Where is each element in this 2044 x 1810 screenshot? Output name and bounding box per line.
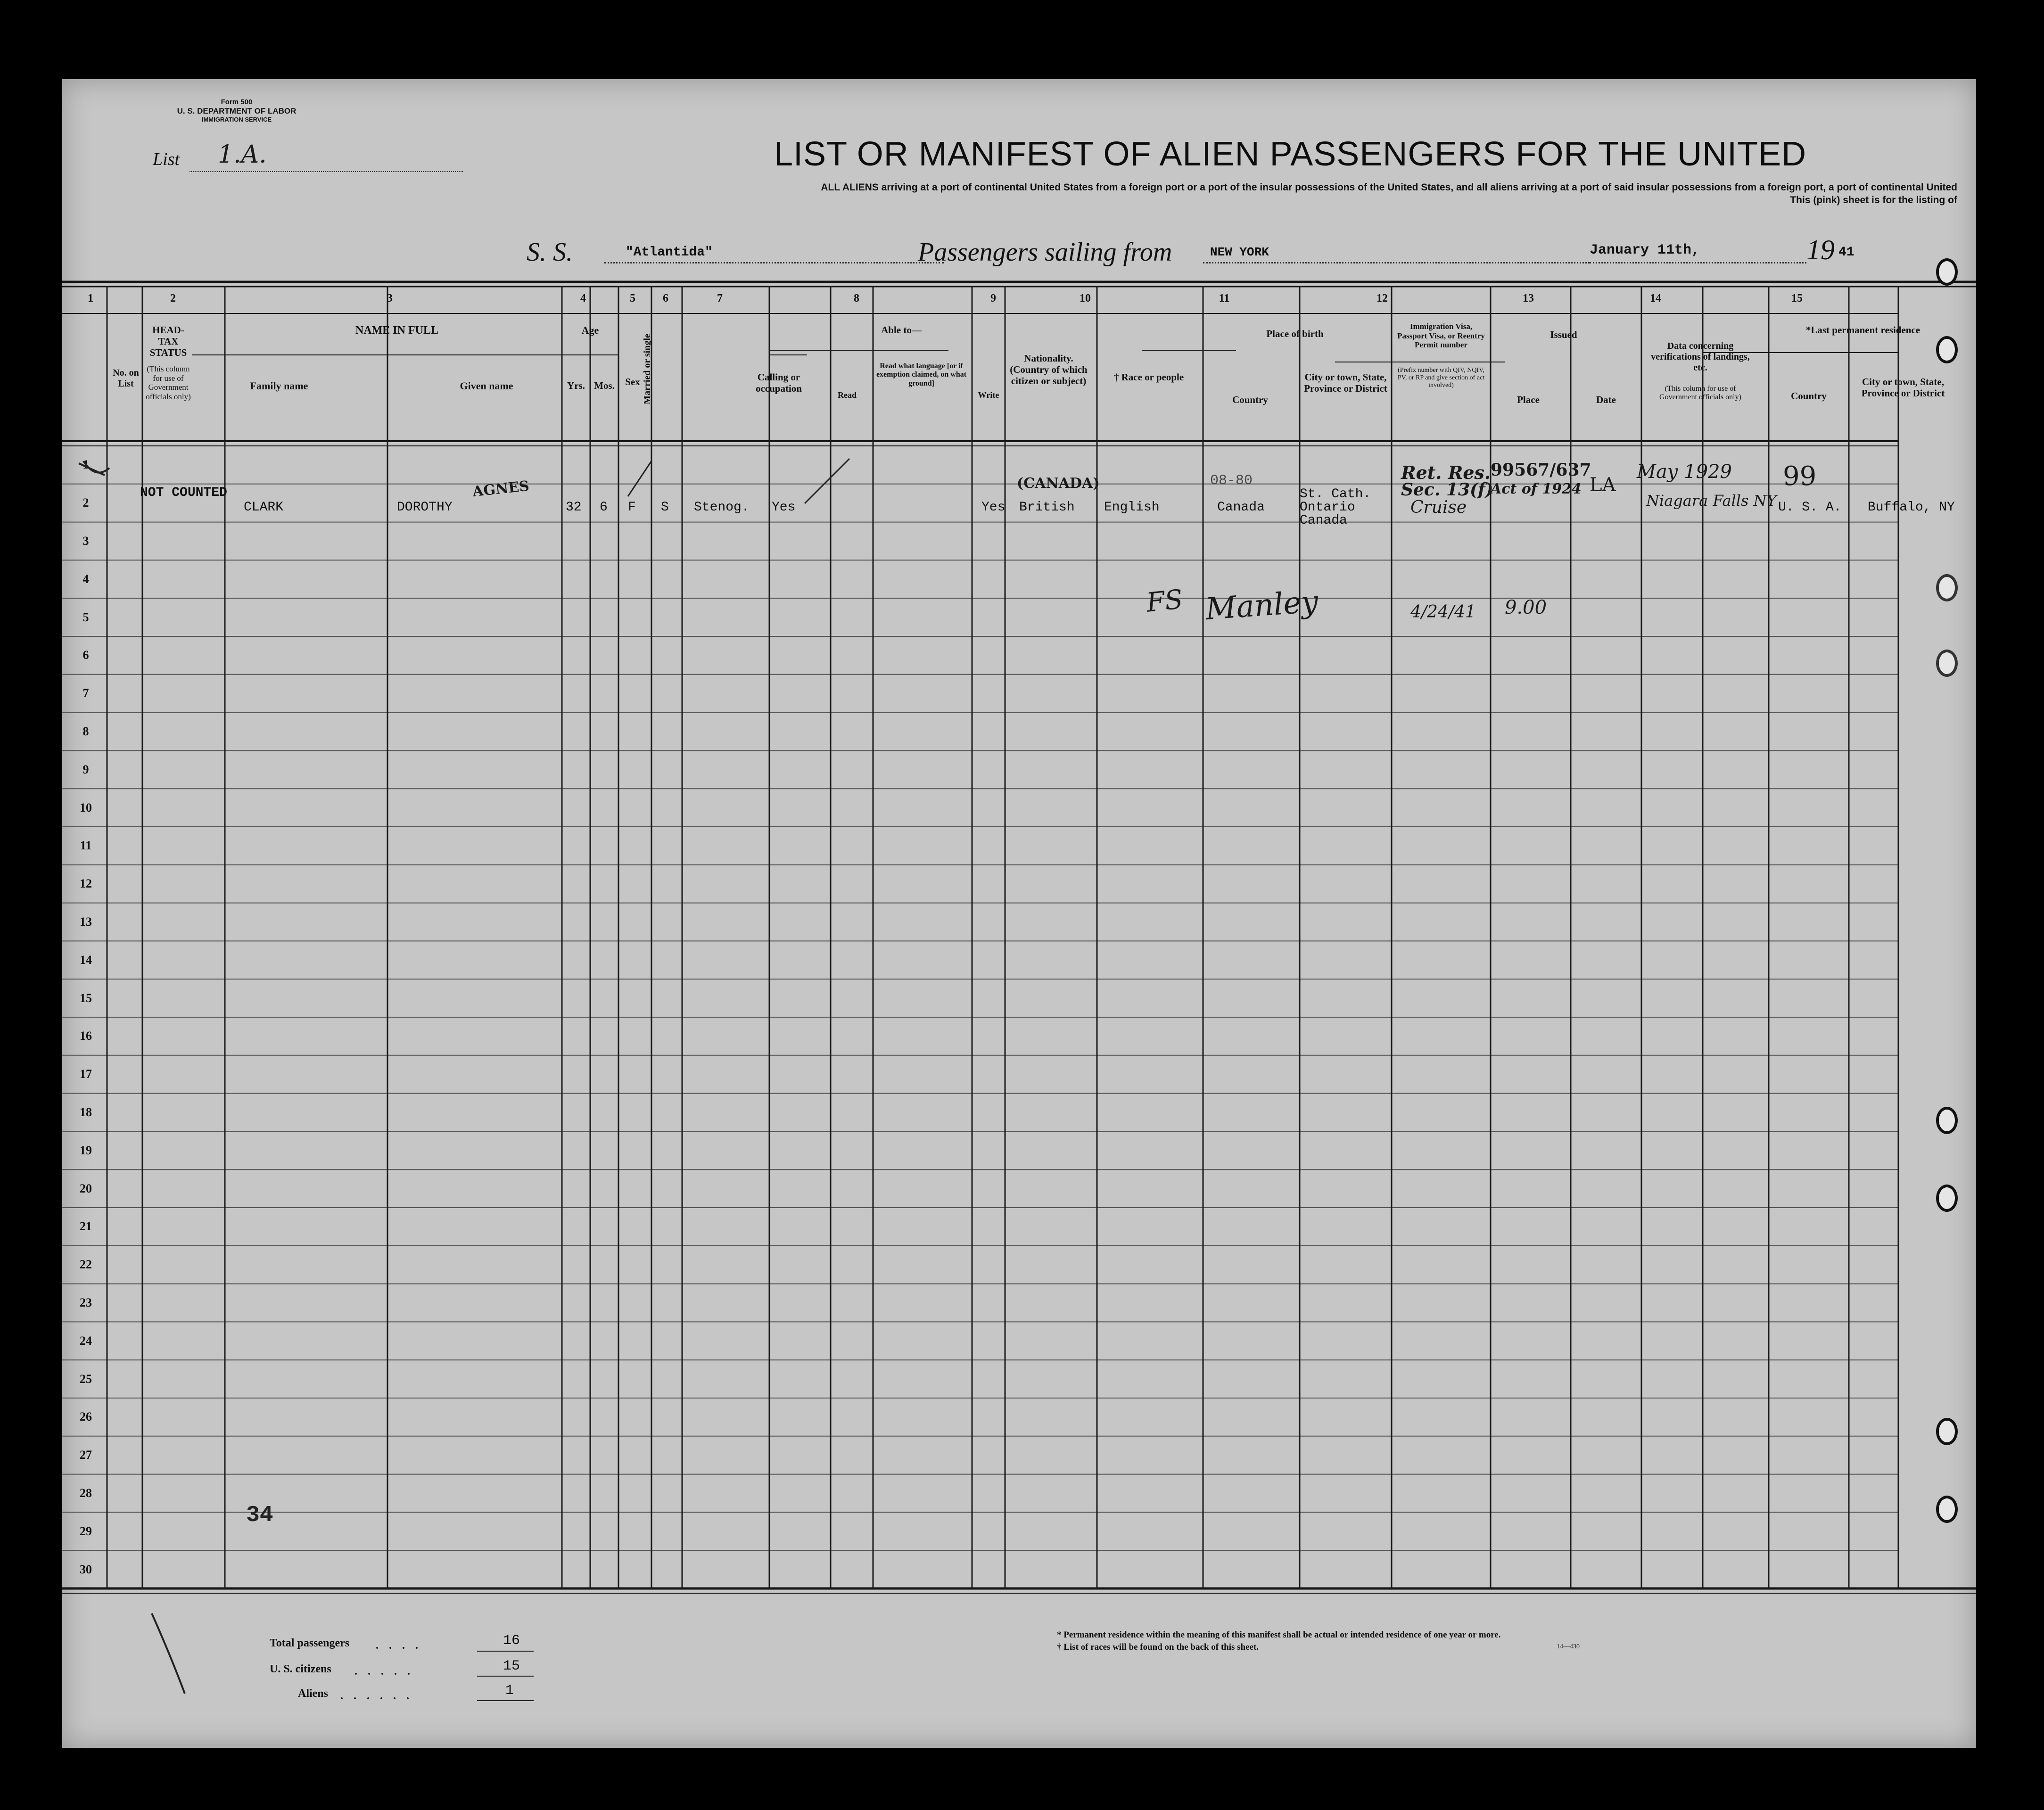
binder-hole: [1936, 574, 1958, 601]
list-label: List: [153, 149, 180, 169]
row-number: 1: [82, 458, 89, 472]
intro-text-2: This (pink) sheet is for the listing of: [1790, 195, 1957, 206]
form-code: 14—430: [1557, 1643, 1580, 1650]
col-num-4: 4: [580, 292, 586, 304]
row-number: 27: [80, 1448, 92, 1462]
year-prefix: 19: [1806, 234, 1835, 265]
binder-hole: [1936, 1107, 1958, 1134]
entry-visa-3: Cruise: [1410, 498, 1467, 517]
col-num-1: 1: [88, 292, 93, 304]
row-number: 24: [80, 1333, 92, 1348]
aliens-label: Aliens: [298, 1687, 329, 1700]
hdr-head-tax: HEAD-TAX STATUS: [149, 324, 187, 359]
ship-name: "Atlantida": [626, 245, 713, 260]
row-number: 19: [80, 1143, 92, 1157]
col-num-12: 12: [1376, 292, 1388, 304]
row-number: 25: [80, 1372, 92, 1386]
entry-marital: S: [661, 500, 669, 515]
binder-hole: [1936, 650, 1958, 677]
hdr-nationality: Nationality. (Country of which citizen or subject): [1010, 353, 1088, 387]
entry-sex: F: [628, 500, 636, 515]
row-number: 3: [82, 534, 89, 548]
sailing-date: January 11th,: [1590, 242, 1700, 258]
department-name: U. S. DEPARTMENT OF LABOR: [177, 107, 297, 115]
row-number: 6: [82, 648, 89, 662]
hdr-age-mos: Mos.: [594, 380, 615, 391]
entry-residence-country: U. S. A.: [1778, 500, 1842, 515]
us-citizens-value: 15: [503, 1658, 520, 1674]
row-number: 26: [80, 1410, 92, 1424]
col-num-13: 13: [1523, 292, 1534, 304]
entry-age-years: 32: [566, 500, 582, 515]
row-number: 15: [80, 991, 92, 1005]
us-citizens-label: U. S. citizens: [270, 1663, 331, 1675]
row-number: 28: [80, 1486, 92, 1500]
hdr-calling: Calling or occupation: [755, 371, 802, 395]
hdr-name-in-full: NAME IN FULL: [355, 324, 438, 337]
entry-race: English: [1104, 500, 1160, 515]
list-number: 1.A.: [218, 140, 267, 169]
col-num-2: 2: [170, 292, 176, 304]
row-number: 29: [80, 1524, 92, 1538]
binder-hole: [1936, 258, 1958, 286]
read-check-mark: [802, 454, 854, 508]
sailing-label: Passengers sailing from: [918, 238, 1172, 267]
hdr-read: Read: [838, 390, 857, 400]
entry-family-name: CLARK: [244, 500, 284, 515]
row-number: 10: [80, 800, 92, 814]
entry-verification-place: Niagara Falls NY: [1646, 492, 1777, 510]
service-name: IMMIGRATION SERVICE: [201, 116, 272, 123]
binder-hole: [1936, 1418, 1958, 1445]
hdr-visa-note: (Prefix number with QIV, NQIV, PV, or RP and give section of act involved): [1397, 367, 1485, 389]
binder-hole: [1936, 336, 1958, 363]
row-number: 16: [80, 1029, 92, 1043]
entry-age-months: 6: [600, 500, 608, 515]
row-number: 5: [82, 610, 89, 624]
hdr-given-name: Given name: [460, 380, 513, 392]
row-number: 21: [80, 1219, 92, 1234]
col-num-3: 3: [387, 292, 393, 304]
intro-text: ALL ALIENS arriving at a port of continental United States from a foreign port or a port of the insular possessions of the United States, and all aliens arriving at a port of said insular possessions from a foreign port, a port of continental United: [821, 182, 1957, 193]
row-number: 12: [80, 877, 92, 891]
row-number: 4: [82, 572, 89, 586]
entry-verification-date: May 1929: [1637, 461, 1732, 483]
hdr-married: Married or single: [642, 334, 652, 404]
hdr-age-yrs: Yrs.: [567, 380, 585, 391]
total-underlines: [477, 1625, 543, 1710]
hdr-verifications: Data concerning verifications of landings, etc.: [1651, 341, 1750, 373]
entry-given-name-added: AGNES: [471, 477, 530, 501]
row-number: 20: [80, 1181, 92, 1195]
handwritten-signature: Manley: [1204, 584, 1319, 627]
form-number: Form 500: [221, 98, 253, 106]
binder-hole: [1936, 1185, 1958, 1212]
pencil-stroke: [147, 1609, 204, 1703]
head-tax-stamp: NOT COUNTED: [140, 485, 227, 500]
col-num-6: 6: [663, 292, 668, 304]
row-number: 9: [82, 762, 89, 776]
hdr-place-of-birth: Place of birth: [1266, 328, 1324, 339]
binder-hole: [1936, 1496, 1958, 1523]
manifest-sheet: [62, 79, 1976, 1748]
hdr-no-on-list: No. on List: [113, 368, 139, 389]
ss-label: S. S.: [527, 238, 573, 267]
hdr-write: Write: [978, 390, 999, 400]
stamp-number: 34: [246, 1503, 273, 1528]
entry-read: Yes: [772, 500, 796, 515]
entry-hand-fee: 9.00: [1505, 597, 1547, 618]
dots-1: . . . .: [376, 1639, 422, 1652]
hdr-issued-date: Date: [1596, 394, 1616, 405]
col-num-7: 7: [717, 292, 723, 304]
hdr-age: Age: [581, 324, 599, 336]
year-suffix: 41: [1838, 245, 1854, 260]
entry-residence-mark: 99: [1783, 461, 1817, 492]
entry-verification-code: LA: [1590, 474, 1616, 496]
col-num-15: 15: [1791, 292, 1803, 304]
entry-birth-city-3: Canada: [1300, 513, 1347, 528]
entry-visa-2: Sec. 13(f): [1401, 480, 1493, 500]
hdr-family-name: Family name: [250, 380, 308, 392]
hdr-birth-country: Country: [1232, 394, 1268, 405]
row-number: 17: [80, 1067, 92, 1081]
row-marker: [76, 459, 109, 477]
entry-issued-number: 99567/637: [1491, 460, 1591, 480]
hdr-head-tax-note: (This column for use of Government officials only): [146, 364, 191, 401]
hdr-verifications-note: (This column for use of Government officials only): [1659, 385, 1741, 402]
entry-nationality-note: (CANADA): [1017, 475, 1100, 492]
col-num-11: 11: [1219, 292, 1230, 304]
hdr-last-residence: *Last permanent residence: [1805, 324, 1920, 336]
spacer: [684, 456, 713, 485]
row-number: 7: [82, 686, 89, 700]
row-number: 30: [80, 1562, 92, 1576]
row-number: 14: [80, 953, 92, 967]
entry-given-name: DOROTHY: [397, 500, 453, 515]
hdr-read-language: Read what language [or if exemption claimed, on what ground]: [876, 362, 967, 387]
col-num-5: 5: [630, 292, 635, 304]
entry-issued-act: Act of 1924: [1491, 481, 1582, 497]
hdr-able-to: Able to—: [881, 324, 922, 336]
hdr-issued: Issued: [1550, 329, 1577, 340]
hdr-visa: Immigration Visa, Passport Visa, or Reentry Permit number: [1397, 322, 1485, 350]
row-number: 2: [82, 496, 89, 510]
entry-write: Yes: [981, 500, 1006, 515]
row-number: 23: [80, 1296, 92, 1309]
entry-visa-1: Ret. Res.: [1401, 462, 1491, 483]
entry-birth-city-2: Ontario: [1300, 500, 1355, 515]
row-number: 22: [80, 1258, 92, 1272]
hdr-sex: Sex: [625, 376, 640, 387]
row-number: 8: [82, 724, 89, 738]
dots-2: . . . . .: [354, 1665, 414, 1678]
hdr-birth-city: City or town, State, Province or District: [1304, 371, 1387, 395]
hdr-issued-place: Place: [1517, 394, 1540, 405]
footnote-race-list: † List of races will be found on the back of this sheet.: [1057, 1642, 1259, 1652]
entry-birth-country: Canada: [1217, 500, 1265, 515]
entry-hand-date: 4/24/41: [1410, 602, 1476, 622]
check-mark: [623, 456, 661, 501]
entry-nationality: British: [1019, 500, 1075, 515]
footnote-permanent-residence: * Permanent residence within the meaning of this manifest shall be actual or intended residence of one year or more.: [1057, 1630, 1501, 1640]
page-title: LIST OR MANIFEST OF ALIEN PASSENGERS FOR THE UNITED: [774, 135, 1807, 173]
row-number: 18: [80, 1105, 92, 1119]
hdr-res-country: Country: [1791, 390, 1827, 402]
total-passengers-label: Total passengers: [270, 1637, 350, 1649]
dots-3: . . . . . .: [340, 1690, 413, 1702]
row-number: 13: [80, 915, 92, 929]
col-num-10: 10: [1080, 292, 1091, 304]
row-number: 11: [80, 839, 92, 853]
total-passengers-value: 16: [503, 1633, 520, 1649]
entry-birth-city-1: St. Cath.: [1300, 487, 1371, 502]
col-num-9: 9: [990, 292, 996, 304]
hdr-race: † Race or people: [1113, 371, 1184, 383]
col-num-8: 8: [854, 292, 859, 304]
col-num-14: 14: [1650, 292, 1661, 304]
entry-occupation: Stenog.: [694, 500, 750, 515]
entry-residence-city: Buffalo, NY: [1868, 500, 1955, 515]
handwritten-initials: FS: [1145, 584, 1185, 618]
hdr-res-city: City or town, State, Province or District: [1861, 376, 1945, 399]
aliens-value: 1: [505, 1683, 514, 1699]
entry-birth-country-note: 08-80: [1210, 473, 1253, 489]
departure-port: NEW YORK: [1210, 245, 1269, 259]
